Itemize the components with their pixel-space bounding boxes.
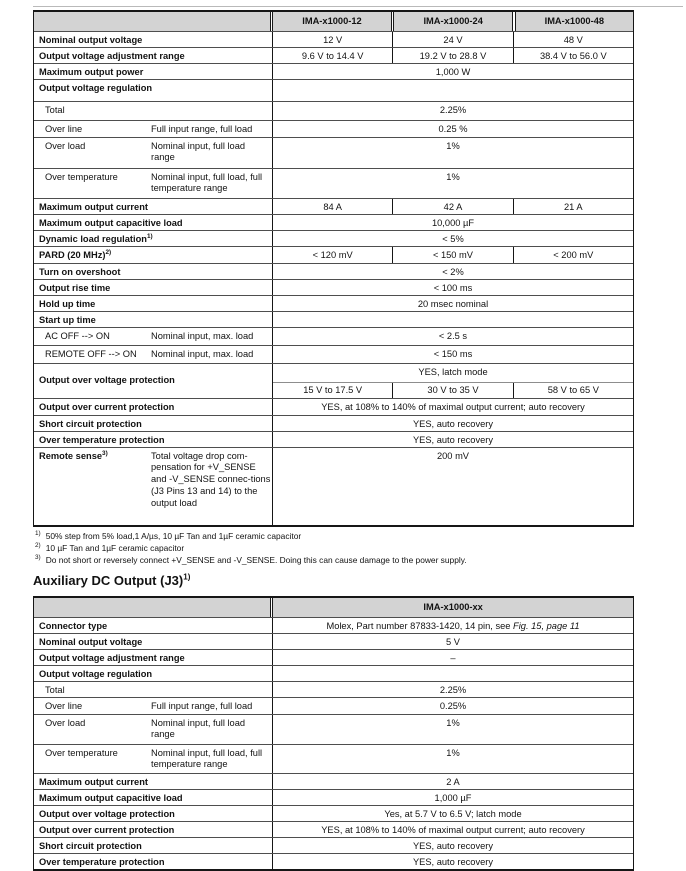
column-header: IMA-x1000-xx (272, 598, 633, 617)
row-label (34, 64, 272, 79)
auxiliary-dc-output-spec-table (33, 596, 634, 871)
row-label-text: Over temperature protection (39, 434, 165, 445)
row-label-text: Dynamic load regulation (39, 233, 147, 244)
table-row (34, 295, 633, 311)
value-cell: < 5% (442, 233, 464, 244)
row-label (34, 666, 272, 681)
value-cell: 5 V (446, 636, 460, 647)
value-area (272, 64, 633, 79)
condition-cell: Total voltage drop com-pensation for +V_SENSE and -V_SENSE connec-tions (J3 Pins 13 and 14) to the output load (151, 450, 271, 508)
value-subrow (273, 383, 633, 398)
page-top-rule (33, 6, 683, 7)
footnote-line (35, 531, 665, 543)
footnote-text: 10 µF Tan and 1µF ceramic capacitor (45, 542, 185, 553)
table-row (34, 697, 633, 714)
value-area (272, 247, 633, 263)
value-text: Molex, Part number 87833-1420, 14 pin, see (326, 620, 514, 631)
value-cell: 1,000 W (435, 66, 471, 77)
row-label (34, 48, 272, 63)
table-row (34, 198, 633, 214)
row-label (34, 32, 272, 47)
table-row (34, 263, 633, 279)
footnote-marker: 2) (35, 542, 41, 549)
row-label-text: Over temperature protection (39, 856, 165, 867)
row-label-text: Output over current protection (39, 824, 175, 835)
value-area (272, 650, 633, 665)
value-area (272, 790, 633, 805)
row-label (34, 650, 272, 665)
value-area (272, 169, 633, 198)
table-row (34, 79, 633, 101)
condition-cell: Nominal input, full load range (151, 717, 246, 740)
value-area (272, 634, 633, 649)
value-cell: YES, auto recovery (412, 840, 494, 851)
value-cell: < 150 mV (392, 247, 512, 263)
value-cell: < 150 ms (433, 348, 473, 359)
value-area (272, 745, 633, 773)
value-area (272, 102, 633, 120)
table-row (34, 447, 633, 525)
value-cell: 200 mV (436, 450, 470, 461)
value-cell: 1% (446, 140, 460, 151)
value-cell: 1% (446, 171, 460, 182)
value-area (272, 199, 633, 214)
column-header-blank (34, 12, 271, 31)
row-label (34, 432, 272, 447)
row-label (34, 715, 151, 744)
row-label-text: Remote sense (39, 450, 103, 461)
table-row (34, 617, 633, 633)
row-label-text: Maximum output capacitive load (39, 792, 183, 803)
row-label-text: Start up time (39, 314, 96, 325)
footnote-text: Do not short or reversely connect +V_SENSE and -V_SENSE. Doing this can cause damage to the power supply. (45, 554, 467, 565)
footnote-marker: 2) (105, 248, 112, 256)
value-cell: < 100 ms (433, 282, 473, 293)
table-header-row (34, 598, 633, 617)
row-label-text: Maximum output current (39, 776, 148, 787)
row-label-text: Over temperature (45, 747, 118, 758)
row-label-text: Output voltage regulation (39, 668, 153, 679)
condition-cell: Nominal input, full load, full temperature range (151, 747, 263, 770)
table-row (34, 311, 633, 327)
table-row (34, 665, 633, 681)
row-label (34, 618, 272, 633)
condition-cell: Nominal input, full load, full temperature range (151, 171, 263, 194)
table-row (34, 214, 633, 230)
value-area (272, 399, 633, 415)
value-area (272, 121, 633, 137)
row-label-text: Maximum output capacitive load (39, 217, 183, 228)
value-area (272, 328, 633, 345)
value-cell: 38.4 V to 56.0 V (513, 48, 633, 63)
value-cell: 12 V (323, 34, 343, 45)
value-area (272, 215, 633, 230)
value-cell: 24 V (392, 32, 512, 47)
value-area (272, 854, 633, 869)
value-cell: < 120 mV (312, 249, 353, 260)
value-area (272, 264, 633, 279)
value-area (272, 666, 633, 681)
value-cell: YES, at 108% to 140% of maximal output current; auto recovery (321, 401, 585, 412)
row-label-text: Total (45, 104, 65, 115)
value-cell: < 2.5 s (438, 330, 468, 341)
row-label (34, 634, 272, 649)
table-row (34, 837, 633, 853)
value-area (272, 416, 633, 431)
table-row (34, 415, 633, 431)
row-label-text: Output over current protection (39, 401, 175, 412)
row-label-text: Short circuit protection (39, 840, 142, 851)
row-label (34, 399, 272, 415)
value-area (272, 838, 633, 853)
value-cell: 10,000 µF (431, 217, 475, 228)
section-title-auxiliary-dc-output (33, 573, 190, 588)
row-label-text: Output voltage regulation (39, 82, 153, 93)
table-row (34, 279, 633, 295)
row-label (34, 682, 272, 697)
row-label (34, 231, 272, 246)
footnotes (35, 531, 665, 566)
table-row (34, 431, 633, 447)
value-cell: 19.2 V to 28.8 V (392, 48, 512, 63)
value-cell: 0.25% (439, 700, 467, 711)
row-label-text: Connector type (39, 620, 108, 631)
table-row (34, 230, 633, 246)
row-label (34, 448, 151, 525)
condition-cell: Full input range, full load (151, 700, 253, 711)
value-cell: 9.6 V to 14.4 V (301, 50, 364, 61)
row-label (34, 296, 272, 311)
table-row (34, 821, 633, 837)
table-row (34, 789, 633, 805)
row-label (34, 247, 272, 263)
row-label-text: Hold up time (39, 298, 96, 309)
row-label (34, 328, 151, 345)
value-cell: YES, latch mode (273, 364, 633, 383)
value-text-italic: Fig. 15, page 11 (513, 620, 580, 631)
value-area (272, 296, 633, 311)
table-row (34, 744, 633, 773)
footnote-marker: 3) (35, 553, 41, 561)
value-area (272, 806, 633, 821)
table-row (34, 327, 633, 345)
row-label-text: AC OFF --> ON (45, 330, 110, 341)
value-area (272, 774, 633, 789)
table-row (34, 168, 633, 198)
value-area (272, 618, 633, 633)
column-header: IMA-x1000-48 (515, 12, 633, 31)
value-cell: 15 V to 17.5 V (303, 385, 363, 396)
row-label-text: Short circuit protection (39, 418, 142, 429)
row-label-text: PARD (20 MHz) (39, 249, 106, 260)
footnote-text: 50% step from 5% load,1 A/µs, 10 µF Tan and 1µF ceramic capacitor (45, 531, 302, 541)
footnote-line (35, 555, 665, 567)
table-row (34, 714, 633, 744)
value-area (272, 698, 633, 714)
value-cell: 30 V to 35 V (392, 383, 512, 398)
table-row (34, 805, 633, 821)
row-label-text: Over load (45, 717, 86, 728)
row-label-text: Nominal output voltage (39, 34, 143, 45)
value-area (272, 346, 633, 363)
table-row (34, 345, 633, 363)
row-label (34, 312, 272, 327)
value-area (272, 32, 633, 47)
value-cell: < 2% (442, 266, 464, 277)
row-label (34, 80, 272, 101)
row-label (34, 169, 151, 198)
value-cell: 0.25 % (438, 123, 468, 134)
table-row (34, 246, 633, 263)
value-area (272, 80, 633, 101)
value-cell (273, 618, 633, 633)
table-row (34, 137, 633, 168)
row-label (34, 838, 272, 853)
row-label (34, 121, 151, 137)
table-row (34, 853, 633, 869)
condition-cell: Full input range, full load (151, 123, 253, 134)
value-cell (273, 312, 633, 327)
row-label (34, 416, 272, 431)
row-label-text: Over line (45, 123, 83, 134)
value-cell: 20 msec nominal (417, 298, 489, 309)
value-cell: 21 A (513, 199, 633, 214)
value-cell (273, 80, 633, 101)
row-label-text: Maximum output power (39, 66, 144, 77)
value-cell: 2.25% (439, 684, 467, 695)
row-label-text: Output over voltage protection (39, 808, 175, 819)
row-label (34, 215, 272, 230)
value-cell: < 200 mV (513, 247, 633, 263)
value-area (272, 312, 633, 327)
row-label (34, 264, 272, 279)
table-row (34, 649, 633, 665)
row-label-text: Over load (45, 140, 86, 151)
value-area (272, 715, 633, 744)
value-cell: 48 V (513, 32, 633, 47)
value-cell: 42 A (392, 199, 512, 214)
row-label-text: REMOTE OFF --> ON (45, 348, 137, 359)
value-cell (273, 666, 633, 681)
row-label (34, 280, 272, 295)
table-row (34, 398, 633, 415)
value-cell: 1,000 µF (434, 792, 472, 803)
table-row (34, 47, 633, 63)
value-cell: YES, auto recovery (412, 434, 494, 445)
row-label (34, 364, 272, 398)
row-label (34, 806, 272, 821)
table-row (34, 31, 633, 47)
row-label (34, 774, 272, 789)
value-area (272, 280, 633, 295)
row-label-text: Output rise time (39, 282, 111, 293)
value-area (272, 682, 633, 697)
row-label (34, 745, 151, 773)
value-area (272, 432, 633, 447)
footnote-marker: 1) (35, 530, 41, 538)
table-header-row (34, 12, 633, 31)
table-row (34, 101, 633, 120)
value-cell: – (450, 652, 456, 663)
value-cell: 2 A (446, 776, 460, 787)
row-label (34, 790, 272, 805)
row-label (34, 854, 272, 869)
value-cell: YES, auto recovery (412, 418, 494, 429)
value-cell: 1% (446, 717, 460, 728)
footnote-marker: 1) (146, 232, 153, 240)
row-label (34, 346, 151, 363)
row-label-text: Output voltage adjustment range (39, 50, 185, 61)
row-label-text: Over line (45, 700, 83, 711)
section-title-footnote-marker: 1) (183, 572, 191, 582)
value-area (272, 364, 633, 398)
value-cell: YES, at 108% to 140% of maximal output current; auto recovery (321, 824, 585, 835)
main-output-spec-table (33, 10, 634, 527)
row-label (34, 102, 272, 120)
column-header-blank (34, 598, 271, 617)
table-row (34, 120, 633, 137)
row-label-text: Output voltage adjustment range (39, 652, 185, 663)
value-area (272, 48, 633, 63)
value-cell: 58 V to 65 V (513, 383, 633, 398)
row-label (34, 698, 151, 714)
column-header: IMA-x1000-24 (393, 12, 512, 31)
footnote-marker: 3) (102, 449, 108, 457)
row-label (34, 138, 151, 168)
table-row (34, 63, 633, 79)
column-header: IMA-x1000-12 (272, 12, 391, 31)
row-label (34, 822, 272, 837)
row-label-text: Output over voltage protection (39, 375, 175, 386)
table-row (34, 363, 633, 398)
value-cell: 84 A (323, 201, 342, 212)
table-row (34, 633, 633, 649)
row-label-text: Nominal output voltage (39, 636, 143, 647)
value-area (272, 138, 633, 168)
condition-cell: Nominal input, max. load (151, 348, 254, 359)
value-area (272, 822, 633, 837)
footnote-line (35, 543, 665, 555)
value-cell: 1% (446, 747, 460, 758)
table-row (34, 773, 633, 789)
value-area (272, 231, 633, 246)
condition-cell: Nominal input, max. load (151, 330, 254, 341)
value-cell: 2.25% (439, 104, 467, 115)
section-title-text: Auxiliary DC Output (J3) (33, 573, 184, 588)
value-area (272, 448, 633, 525)
value-cell: Yes, at 5.7 V to 6.5 V; latch mode (384, 808, 522, 819)
row-label (34, 199, 272, 214)
table-row (34, 681, 633, 697)
row-label-text: Total (45, 684, 65, 695)
condition-cell: Nominal input, full load range (151, 140, 246, 163)
row-label-text: Maximum output current (39, 201, 148, 212)
row-label-text: Turn on overshoot (39, 266, 121, 277)
value-cell: YES, auto recovery (412, 856, 494, 867)
row-label-text: Over temperature (45, 171, 118, 182)
